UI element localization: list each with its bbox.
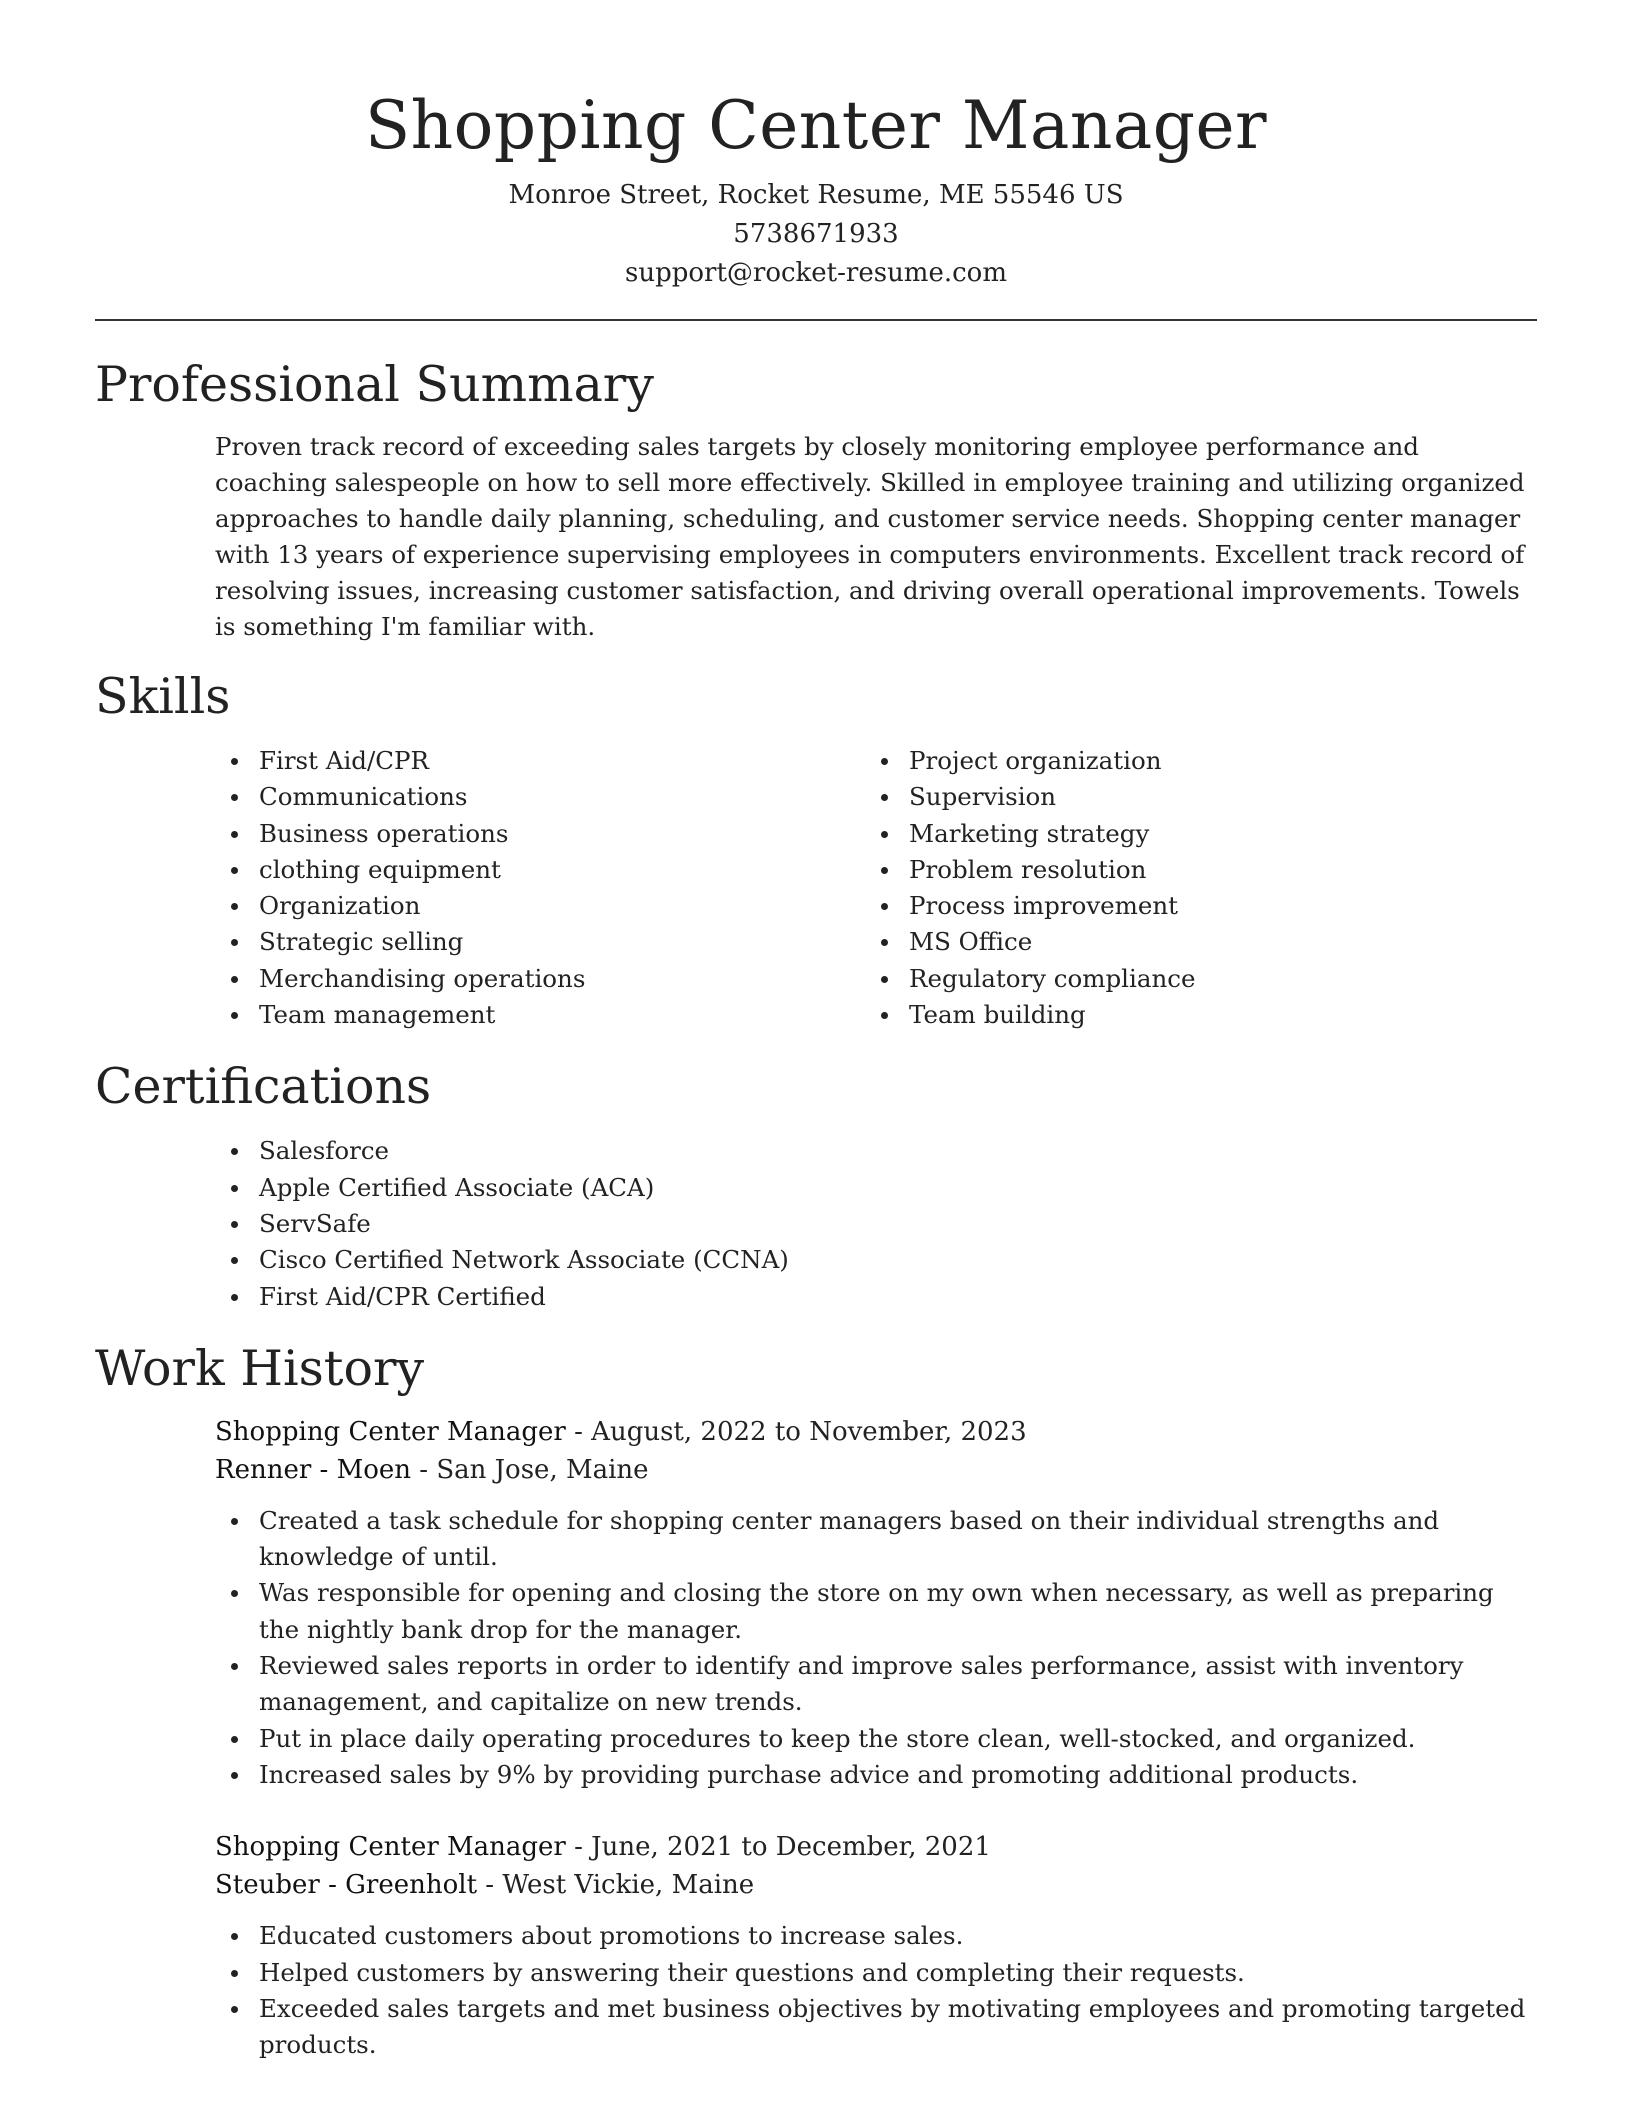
job-company: Renner - Moen	[215, 1454, 411, 1485]
job-duty: Was responsible for opening and closing the store on my own when necessary, as well as preparing the nightly bank drop for the manager.	[215, 1575, 1537, 1648]
job-duty: Reviewed sales reports in order to identify and improve sales performance, assist with inventory management, and capitalize on new trends.	[215, 1648, 1537, 1721]
skill-item: Communications	[215, 779, 865, 815]
skill-item: Organization	[215, 888, 865, 924]
skills-list-left	[215, 743, 865, 1033]
certification-item: First Aid/CPR Certified	[215, 1279, 1537, 1315]
skill-item: Merchandising operations	[215, 961, 865, 997]
job-dates: - August, 2022 to November, 2023	[565, 1416, 1027, 1447]
contact-address: Monroe Street, Rocket Resume, ME 55546 US	[508, 180, 1124, 210]
job-company: Steuber - Greenholt	[215, 1870, 478, 1901]
job-title-line	[215, 1413, 1537, 1451]
certification-item: Cisco Certified Network Associate (CCNA)	[215, 1242, 1537, 1278]
job-duty: Created a task schedule for shopping center managers based on their individual strengths and knowledge of until.	[215, 1503, 1537, 1576]
skills-grid	[215, 743, 1537, 1033]
skill-item: Regulatory compliance	[865, 961, 1515, 997]
certification-item: Apple Certified Associate (ACA)	[215, 1170, 1537, 1206]
job-duties-list	[215, 1918, 1537, 2063]
certification-item: ServSafe	[215, 1206, 1537, 1242]
summary-text: Proven track record of exceeding sales targets by closely monitoring employee performance and coaching salespeople on how to sell more effectively. Skilled in employee training and utilizing organized approaches to handle daily planning, scheduling, and customer service needs. Shopping center manager with 13 years of experience supervising employees in computers environments. Excellent track record of resolving issues, increasing customer satisfaction, and driving overall operational improvements. Towels is something I'm familiar with.	[215, 432, 1525, 641]
section-title-skills: Skills	[95, 668, 231, 725]
job-location: - San Jose, Maine	[411, 1454, 649, 1485]
certification-item: Salesforce	[215, 1133, 1537, 1169]
contact-email: support@rocket-resume.com	[624, 258, 1007, 288]
section-title-summary: Professional Summary	[95, 356, 654, 413]
skill-item: Team management	[215, 997, 865, 1033]
job-entry	[215, 1413, 1537, 1793]
job-duty: Put in place daily operating procedures to keep the store clean, well-stocked, and organized.	[215, 1721, 1537, 1757]
job-duty: Exceeded sales targets and met business objectives by motivating employees and promoting targeted products.	[215, 1991, 1537, 2064]
skill-item: Business operations	[215, 816, 865, 852]
job-entry	[215, 1828, 1537, 2063]
skill-item: First Aid/CPR	[215, 743, 865, 779]
job-company-line	[215, 1866, 1537, 1904]
job-dates: - June, 2021 to December, 2021	[565, 1832, 991, 1863]
skill-item: Strategic selling	[215, 924, 865, 960]
job-duty: Increased sales by 9% by providing purchase advice and promoting additional products.	[215, 1757, 1537, 1793]
skill-item: MS Office	[865, 924, 1515, 960]
section-title-work-history: Work History	[95, 1339, 425, 1397]
job-company-line	[215, 1451, 1537, 1489]
skill-item: Marketing strategy	[865, 816, 1515, 852]
job-title: Shopping Center Manager	[215, 1832, 566, 1863]
resume-page	[95, 0, 1537, 2063]
section-title-certifications: Certifications	[95, 1058, 432, 1116]
skills-list-right	[865, 743, 1515, 1033]
job-title: Shopping Center Manager	[215, 1416, 566, 1447]
skill-item: Problem resolution	[865, 852, 1515, 888]
resume-name: Shopping Center Manager	[364, 87, 1268, 164]
certifications-list	[215, 1133, 1537, 1314]
contact-info	[95, 176, 1537, 293]
skill-item: clothing equipment	[215, 852, 865, 888]
job-duty: Educated customers about promotions to increase sales.	[215, 1918, 1537, 1954]
skill-item: Supervision	[865, 779, 1515, 815]
contact-phone: 5738671933	[733, 219, 899, 249]
job-title-line	[215, 1828, 1537, 1866]
job-location: - West Vickie, Maine	[477, 1870, 755, 1901]
header-divider	[95, 319, 1537, 321]
job-duty: Helped customers by answering their questions and completing their requests.	[215, 1955, 1537, 1991]
skill-item: Process improvement	[865, 888, 1515, 924]
skill-item: Team building	[865, 997, 1515, 1033]
skill-item: Project organization	[865, 743, 1515, 779]
job-duties-list	[215, 1503, 1537, 1793]
